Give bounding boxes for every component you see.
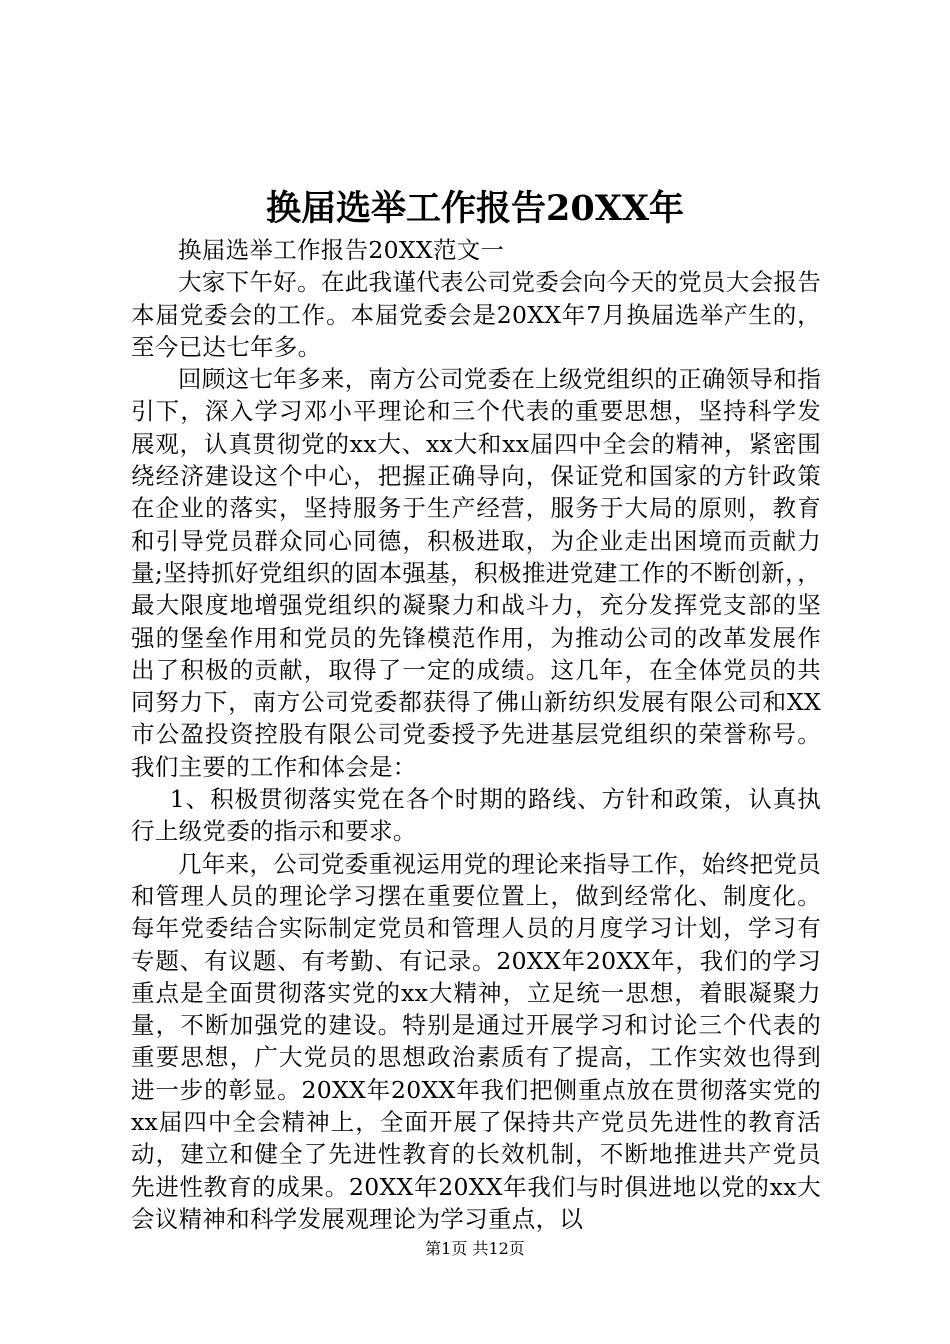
paragraph-study: 几年来，公司党委重视运用党的理论来指导工作，始终把党员和管理人员的理论学习摆在重要位置上，做到经常化、制度化。每年党委结合实际制定党员和管理人员的月度学习计划，学习有专题、有议题、有考勤、有记录。20XX年20XX年，我们的学习重点是全面贯彻落实党的xx大精神，立足统一思想，着眼凝聚力量，不断加强党的建设。特别是通过开展学习和讨论三个代表的重要思想，广大党员的思想政治素质有了提高，工作实效也得到进一步的彰显。20XX年20XX年我们把侧重点放在贯彻落实党的xx届四中全会精神上，全面开展了保持共产党员先进性的教育活动，建立和健全了先进性教育的长效机制，不断地推进共产党员先进性教育的成果。20XX年20XX年我们与时俱进地以党的xx大会议精神和科学发展观理论为学习重点，以 — [131, 849, 821, 1233]
paragraph-review: 回顾这七年多来，南方公司党委在上级党组织的正确领导和指引下，深入学习邓小平理论和三个代表的重要思想，坚持科学发展观，认真贯彻党的xx大、xx大和xx届四中全会的精神，紧密围绕经济建设这个中心，把握正确导向，保证党和国家的方针政策在企业的落实，坚持服务于生产经营，服务于大局的原则，教育和引导党员群众同心同德，积极进取，为企业走出困境而贡献力量;坚持抓好党组织的固本强基，积极推进党建工作的不断创新，，最大限度地增强党组织的凝聚力和战斗力，充分发挥党支部的坚强的堡垒作用和党员的先锋模范作用，为推动公司的改革发展作出了积极的贡献，取得了一定的成绩。这几年，在全体党员的共同努力下，南方公司党委都获得了佛山新纺织发展有限公司和XX市公盈投资控股有限公司党委授予先进基层党组织的荣誉称号。我们主要的工作和体会是： — [131, 365, 821, 781]
page-footer: 第1页 共12页 — [425, 1239, 525, 1258]
document-body — [131, 234, 821, 1235]
document-title: 换届选举工作报告20XX年 — [265, 188, 685, 229]
paragraph-greeting: 大家下午好。在此我谨代表公司党委会向今天的党员大会报告本届党委会的工作。本届党委会是20XX年7月换届选举产生的，至今已达七年多。 — [131, 268, 821, 361]
paragraph-subtitle: 换届选举工作报告20XX范文一 — [178, 236, 505, 264]
paragraph-item-1: 1、积极贯彻落实党在各个时期的路线、方针和政策，认真执行上级党委的指示和要求。 — [131, 785, 821, 846]
